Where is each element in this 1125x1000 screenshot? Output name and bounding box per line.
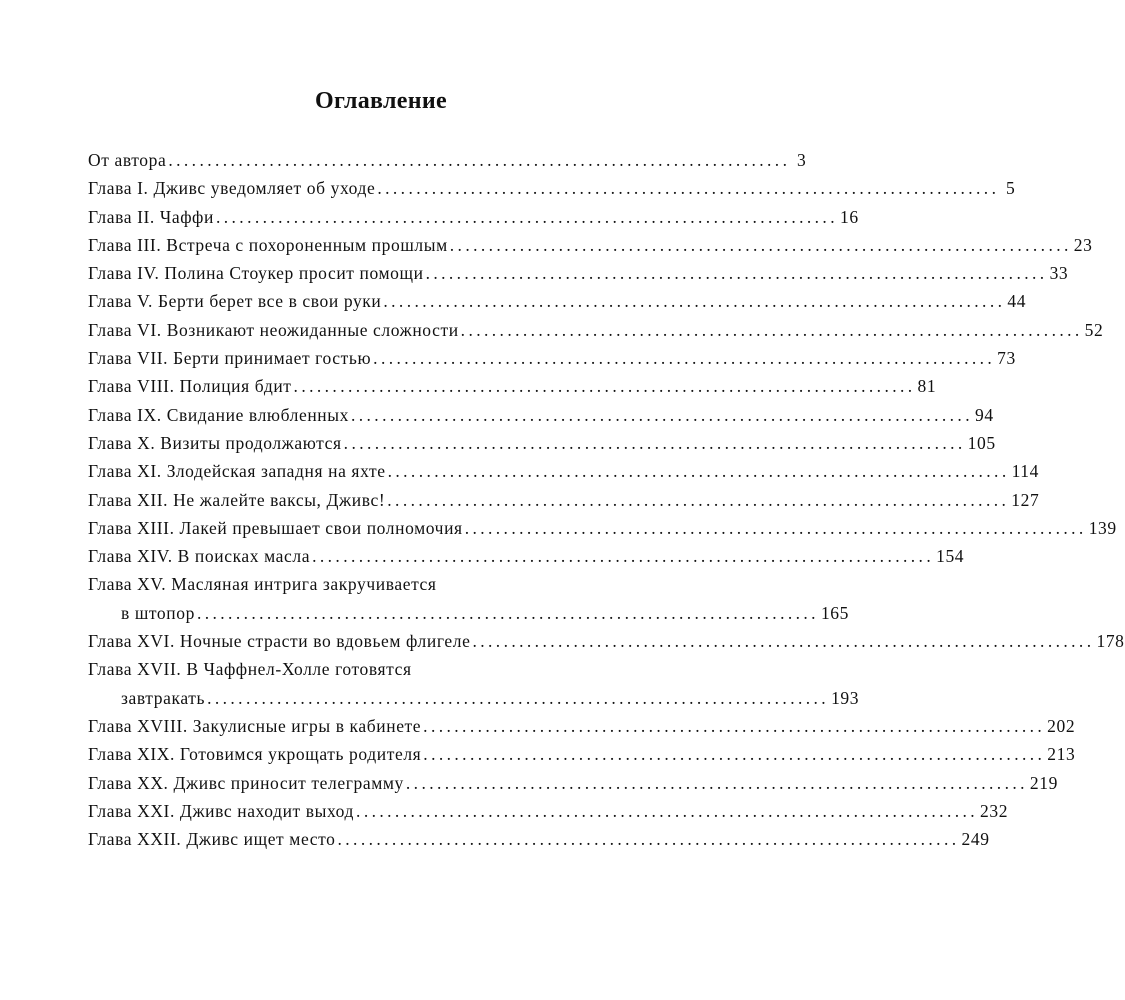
toc-page-number: 193 (831, 687, 860, 708)
toc-entry (88, 825, 990, 853)
toc-page-number: 139 (1088, 517, 1117, 538)
toc-entry-title: Глава VII. Берти принимает гостью (88, 348, 372, 369)
toc-entry-title: в штопор (121, 602, 195, 623)
dot-leader: ................................................................................ (350, 404, 973, 425)
dot-leader: ................................................................................ (293, 376, 916, 397)
dot-leader: ................................................................................ (464, 517, 1087, 538)
toc-entry-title: Глава II. Чаффи (88, 206, 214, 227)
toc-page-number: 202 (1047, 715, 1076, 736)
dot-leader: ................................................................................ (387, 461, 1010, 482)
toc-page-number: 178 (1096, 631, 1125, 652)
toc-entry-title: Глава X. Визиты продолжаются (88, 432, 342, 453)
dot-leader: ................................................................................ (423, 744, 1046, 765)
toc-entry (88, 769, 1058, 797)
toc-entry-title: Глава XIV. В поисках масла (88, 546, 311, 567)
toc-page-number: 5 (1005, 178, 1016, 199)
dot-leader: ................................................................................ (383, 291, 1006, 312)
dot-leader: ................................................................................ (425, 263, 1048, 284)
toc-entry (88, 429, 996, 457)
page-title: Оглавление (315, 88, 447, 114)
dot-leader: ................................................................................ (377, 178, 1000, 199)
toc-entry (88, 486, 1040, 514)
toc-entry-title: Глава XIX. Готовимся укрощать родителя (88, 744, 422, 765)
toc-entry-title: Глава XI. Злодейская западня на яхте (88, 461, 386, 482)
toc-entry-title: Глава XVI. Ночные страсти во вдовьем флигеле (88, 631, 471, 652)
toc-entry (88, 542, 965, 570)
toc-entry (88, 287, 1027, 315)
toc-entry-title: Глава III. Встреча с похороненным прошлым (88, 234, 448, 255)
toc-entry-title: Глава IX. Свидание влюбленных (88, 404, 349, 425)
toc-page-number: 52 (1084, 319, 1104, 340)
toc-entry-title: Глава XVII. В Чаффнел-Холле готовятся (88, 659, 412, 680)
toc-entry-title: Глава VIII. Полиция бдит (88, 376, 292, 397)
toc-entry-title: Глава VI. Возникают неожиданные сложности (88, 319, 459, 340)
toc-page-number: 165 (820, 602, 850, 623)
toc-entry (88, 174, 1016, 202)
toc-entry-title: Глава XVIII. Закулисные игры в кабинете (88, 715, 422, 736)
toc-entry (88, 231, 1093, 259)
toc-entry-title: От автора (88, 150, 167, 170)
toc-entry (88, 740, 1076, 768)
toc-entry-continuation (88, 599, 850, 627)
toc-entry (88, 372, 937, 400)
toc-page-number: 127 (1011, 489, 1040, 510)
toc-entry-title: Глава IV. Полина Стоукер просит помощи (88, 263, 424, 284)
toc-page-number: 213 (1047, 744, 1076, 765)
toc-entry (88, 797, 1009, 825)
dot-leader: ................................................................................ (196, 602, 819, 623)
dot-leader: ................................................................................ (387, 489, 1010, 510)
dot-leader: ................................................................................ (373, 348, 996, 369)
toc-page-number: 44 (1007, 291, 1027, 312)
toc-entry (88, 712, 1076, 740)
dot-leader: ................................................................................ (405, 772, 1028, 793)
toc-entry (88, 203, 859, 231)
toc-page-number: 81 (917, 376, 937, 397)
toc-entry-title: Глава XX. Дживс приносит телеграмму (88, 772, 404, 793)
toc-entry (88, 316, 1104, 344)
dot-leader: ................................................................................ (449, 234, 1072, 255)
toc-entry (88, 570, 674, 598)
toc-entry (88, 146, 807, 174)
dot-leader: ................................................................................ (207, 687, 830, 708)
toc-entry-title: Глава XII. Не жалейте ваксы, Дживс! (88, 489, 386, 510)
dot-leader: ................................................................................ (460, 319, 1083, 340)
toc-page-number: 16 (839, 206, 859, 227)
toc-page-number: 33 (1049, 263, 1069, 284)
toc-entry (88, 655, 674, 683)
dot-leader: ................................................................................ (168, 150, 791, 170)
toc-entry-title: Глава V. Берти берет все в свои руки (88, 291, 382, 312)
toc-page-number: 23 (1073, 234, 1093, 255)
dot-leader: ................................................................................ (215, 206, 838, 227)
toc-entry-title: Глава XXII. Дживс ищет место (88, 829, 336, 850)
toc-page-number: 232 (980, 800, 1009, 821)
toc-entry (88, 514, 1117, 542)
toc-page-number: 94 (974, 404, 994, 425)
toc-entry (88, 259, 1069, 287)
toc-entry-continuation (88, 684, 860, 712)
toc-page-number: 114 (1011, 461, 1040, 482)
table-of-contents (88, 146, 1125, 853)
toc-page-number: 219 (1029, 772, 1058, 793)
toc-page-number: 3 (796, 150, 807, 170)
toc-entry (88, 627, 1125, 655)
toc-page-number: 73 (997, 348, 1016, 369)
toc-entry (88, 344, 1016, 372)
toc-entry (88, 401, 994, 429)
toc-entry-title: Глава XIII. Лакей превышает свои полномочия (88, 517, 463, 538)
toc-page-number: 154 (936, 546, 965, 567)
toc-entry-title: Глава XV. Масляная интрига закручивается (88, 574, 437, 595)
toc-page-number: 249 (961, 829, 990, 850)
dot-leader: ................................................................................ (337, 829, 960, 850)
dot-leader: ................................................................................ (472, 631, 1095, 652)
toc-entry-title: Глава I. Дживс уведомляет об уходе (88, 178, 376, 199)
toc-entry (88, 457, 1040, 485)
toc-entry-title: завтракать (121, 687, 206, 708)
dot-leader: ................................................................................ (356, 800, 979, 821)
dot-leader: ................................................................................ (423, 715, 1046, 736)
toc-entry-title: Глава XXI. Дживс находит выход (88, 800, 355, 821)
dot-leader: ................................................................................ (343, 432, 966, 453)
dot-leader: ................................................................................ (312, 546, 935, 567)
toc-page-number: 105 (967, 432, 996, 453)
